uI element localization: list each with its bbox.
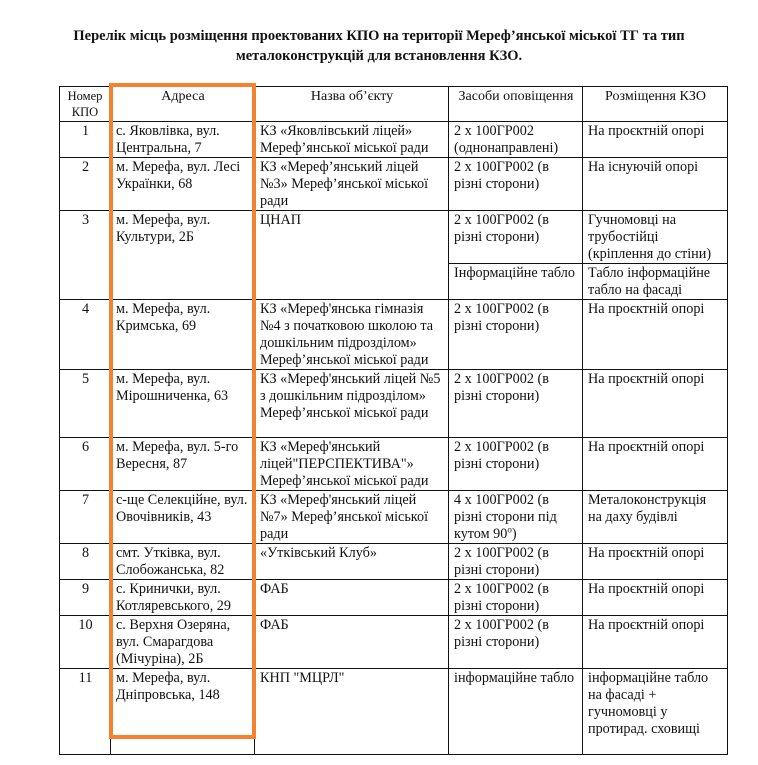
cell-object-name: ФАБ [255,580,449,616]
cell-placement: На проєктній опорі [583,544,728,580]
cell-placement: На проєктній опорі [583,580,728,616]
cell-object-name: КЗ «Мереф'янський ліцей №7» Мереф’янської міської ради [255,491,449,544]
table-row [60,669,728,755]
cell-address: м. Мерефа, вул. Дніпровська, 148 [111,669,255,755]
cell-means: 2 х 100ГР002 (однонаправлені) [449,122,583,158]
cell-placement: На проєктній опорі [583,370,728,438]
header-notification-means: Засоби оповіщення [449,87,583,122]
table-row [60,616,728,669]
cell-num: 8 [60,544,111,580]
cell-address: м. Мерефа, вул. Лесі Українки, 68 [111,158,255,211]
table-header-row [60,87,728,122]
table-row [60,438,728,491]
cell-means-tail: ) [511,526,517,542]
table-row [60,580,728,616]
cell-num: 4 [60,300,111,370]
cell-means: 2 х 100ГР002 (в різні сторони) [449,438,583,491]
cell-means: 2 х 100ГР002 (в різні сторони) [449,616,583,669]
cell-means: 2 х 100ГР002 (в різні сторони) [449,211,583,264]
cell-object-name: ФАБ [255,616,449,669]
cell-placement: На проєктній опорі [583,122,728,158]
cell-address: с. Яковлівка, вул. Центральна, 7 [111,122,255,158]
cell-num: 2 [60,158,111,211]
cell-address: с. Верхня Озеряна, вул. Смарагдова (Мічуріна), 2Б [111,616,255,669]
header-kpo-number: Номер КПО [60,87,111,122]
cell-num: 3 [60,211,111,300]
cell-placement: Гучномовці на трубостійці (кріплення до стіни) [583,211,728,264]
kpo-table [59,86,728,755]
cell-num: 7 [60,491,111,544]
cell-address: м. Мерефа, вул. 5-го Вересня, 87 [111,438,255,491]
degree-superscript: о [507,524,512,535]
table-row [60,491,728,544]
cell-placement: На проєктній опорі [583,616,728,669]
cell-address: м. Мерефа, вул. Культури, 2Б [111,211,255,300]
cell-address: с-ще Селекційне, вул. Овочівників, 43 [111,491,255,544]
cell-means [449,491,583,544]
cell-object-name: ЦНАП [255,211,449,300]
cell-num: 1 [60,122,111,158]
cell-means-text: 4 х 100ГР002 (в різні сторони під кутом 90 [454,492,557,542]
cell-address: с. Кринички, вул. Котляревського, 29 [111,580,255,616]
cell-address: м. Мерефа, вул. Кримська, 69 [111,300,255,370]
cell-means: 2 х 100ГР002 (в різні сторони) [449,300,583,370]
table-row [60,158,728,211]
header-address: Адреса [111,87,255,122]
cell-means-secondary: Інформаційне табло [449,264,583,300]
table-row [60,544,728,580]
cell-placement: На проєктній опорі [583,300,728,370]
cell-means: інформаційне табло [449,669,583,755]
cell-placement-secondary: Табло інформаційне табло на фасаді [583,264,728,300]
cell-address: м. Мерефа, вул. Мірошниченка, 63 [111,370,255,438]
cell-placement: На існуючій опорі [583,158,728,211]
cell-object-name: КЗ «Мереф'янська гімназія №4 з початковою школою та дошкільним підрозділом» Мереф’янської міської ради [255,300,449,370]
cell-num: 9 [60,580,111,616]
cell-num: 6 [60,438,111,491]
table-row [60,370,728,438]
cell-placement: інформаційне табло на фасаді + гучномовці у протирад. сховищі [583,669,728,755]
cell-address: смт. Утківка, вул. Слобожанська, 82 [111,544,255,580]
table-row [60,211,728,264]
cell-placement: Металоконструкція на даху будівлі [583,491,728,544]
document-title [0,26,758,66]
table-row [60,300,728,370]
header-kzo-placement: Розміщення КЗО [583,87,728,122]
document-title-line-2: металоконструкцій для встановлення КЗО. [235,48,523,64]
cell-placement: На проєктній опорі [583,438,728,491]
cell-object-name: «Утківський Клуб» [255,544,449,580]
cell-num: 5 [60,370,111,438]
cell-means: 2 х 100ГР002 (в різні сторони) [449,544,583,580]
cell-means: 2 х 100ГР002 (в різні сторони) [449,370,583,438]
cell-object-name: КЗ «Яковлівський ліцей» Мереф’янської міської ради [255,122,449,158]
cell-means: 2 х 100ГР002 (в різні сторони) [449,158,583,211]
cell-object-name: КЗ «Мереф'янський ліцей №5 з дошкільним підрозділом» Мереф’янської міської ради [255,370,449,438]
cell-num: 11 [60,669,111,755]
table-row [60,122,728,158]
cell-object-name: КНП "МЦРЛ" [255,669,449,755]
document-title-line-1: Перелік місць розміщення проектованих КПО на території Мереф’янської міської ТГ та тип [73,28,685,44]
cell-object-name: КЗ «Мереф'янський ліцей"ПЕРСПЕКТИВА"» Мереф’янської міської ради [255,438,449,491]
header-object-name: Назва об’єкту [255,87,449,122]
cell-object-name: КЗ «Мереф’янський ліцей №3» Мереф’янської міської ради [255,158,449,211]
cell-means: 2 х 100ГР002 (в різні сторони) [449,580,583,616]
cell-num: 10 [60,616,111,669]
